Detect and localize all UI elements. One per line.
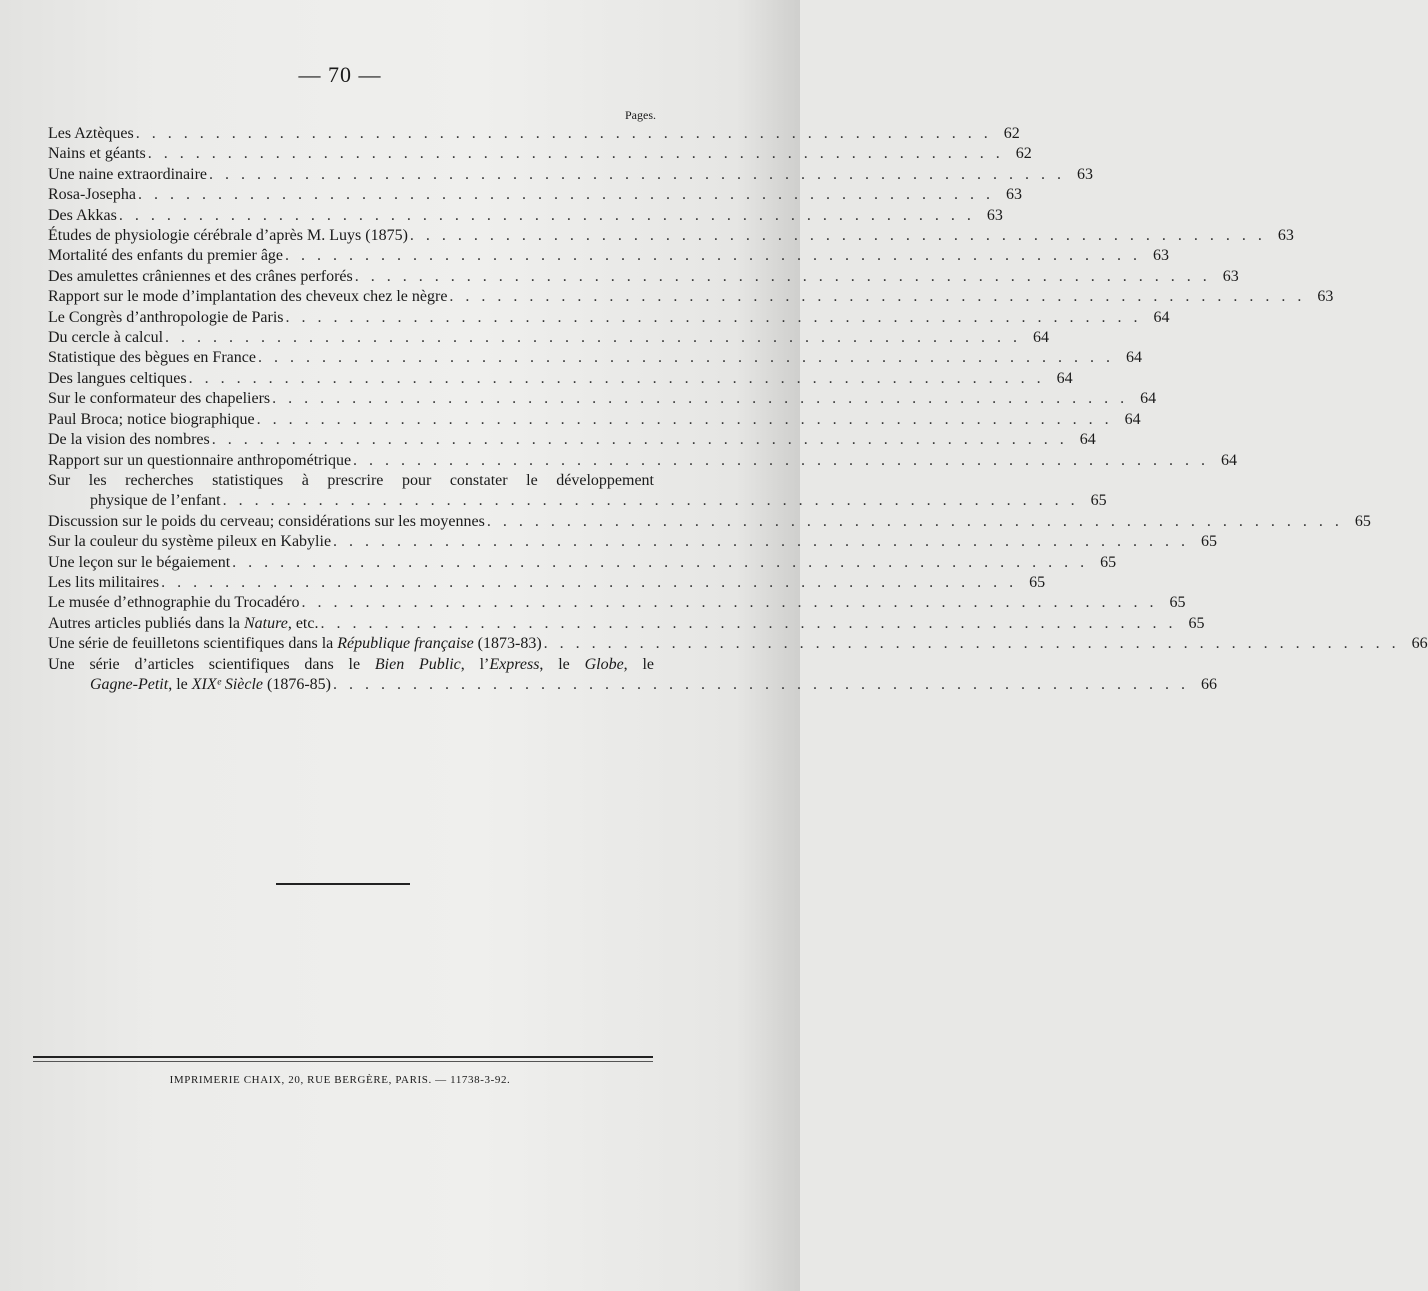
table-of-contents — [48, 124, 1428, 695]
toc-entry-label: De la vision des nombres — [48, 431, 210, 449]
toc-entry-label: Une série de feuilletons scientifiques dans la République française (1873-83) — [48, 635, 542, 653]
footer-rule-thin — [33, 1061, 653, 1062]
toc-entry-page: 63 — [1153, 247, 1170, 265]
toc-entry-page: 63 — [1077, 165, 1094, 183]
toc-entry — [48, 144, 1032, 164]
toc-entry-page: 64 — [1125, 349, 1142, 367]
toc-entry-label: Autres articles publiés dans la Nature, etc. — [48, 614, 319, 632]
toc-entry-page: 64 — [1079, 431, 1096, 449]
toc-entry — [48, 593, 1186, 613]
toc-entry-label: Paul Broca; notice biographique — [48, 410, 255, 428]
toc-entry-page: 64 — [1221, 451, 1238, 469]
toc-entry-label: Rapport sur le mode d’implantation des cheveux chez le nègre — [48, 288, 448, 306]
toc-entry-label: Des langues celtiques — [48, 369, 187, 387]
leader-dots: . . . . . . . . . . . . . . . . . . . . . . . . . . . . . . . . . . . . . . . . . . . . . . . . . . . . . . — [333, 533, 1190, 551]
leader-dots: . . . . . . . . . . . . . . . . . . . . . . . . . . . . . . . . . . . . . . . . . . . . . . . . . . . . . . — [486, 512, 1343, 530]
leader-dots: . . . . . . . . . . . . . . . . . . . . . . . . . . . . . . . . . . . . . . . . . . . . . . . . . . . . . . — [147, 145, 1004, 163]
toc-entry-page: 65 — [1029, 573, 1046, 591]
toc-entry-page: 63 — [1222, 267, 1239, 285]
leader-dots: . . . . . . . . . . . . . . . . . . . . . . . . . . . . . . . . . . . . . . . . . . . . . . . . . . . . . . — [354, 267, 1211, 285]
section-divider — [276, 883, 410, 885]
toc-entry — [48, 430, 1096, 450]
toc-entry-page: 63 — [1277, 227, 1294, 245]
leader-dots: . . . . . . . . . . . . . . . . . . . . . . . . . . . . . . . . . . . . . . . . . . . . . . . . . . . . . . — [118, 206, 975, 224]
toc-entry — [48, 328, 1050, 348]
leader-dots: . . . . . . . . . . . . . . . . . . . . . . . . . . . . . . . . . . . . . . . . . . . . . . . . . . . . . . — [256, 410, 1113, 428]
toc-entry — [48, 348, 1142, 368]
toc-entry — [48, 471, 1107, 512]
toc-entry-label-continuation: physique de l’enfant — [90, 492, 221, 510]
leader-dots: . . . . . . . . . . . . . . . . . . . . . . . . . . . . . . . . . . . . . . . . . . . . . . . . . . . . . . — [353, 451, 1210, 469]
toc-entry-page: 62 — [1015, 145, 1032, 163]
toc-entry — [48, 655, 1217, 696]
toc-entry-label-continuation: Gagne-Petit, le XIXᵉ Siècle (1876-85) — [90, 675, 331, 693]
toc-entry-page: 64 — [1153, 308, 1170, 326]
toc-entry — [48, 124, 1020, 144]
toc-entry-label: Rapport sur un questionnaire anthropométrique — [48, 451, 352, 469]
footer-rule — [33, 1056, 653, 1058]
toc-entry — [48, 287, 1334, 307]
toc-entry — [48, 185, 1022, 205]
leader-dots: . . . . . . . . . . . . . . . . . . . . . . . . . . . . . . . . . . . . . . . . . . . . . . . . . . . . . . — [161, 573, 1018, 591]
toc-entry — [48, 267, 1239, 287]
leader-dots: . . . . . . . . . . . . . . . . . . . . . . . . . . . . . . . . . . . . . . . . . . . . . . . . . . . . . . — [135, 125, 992, 142]
leader-dots: . . . . . . . . . . . . . . . . . . . . . . . . . . . . . . . . . . . . . . . . . . . . . . . . . . . . . . — [137, 186, 994, 204]
toc-entry — [48, 512, 1371, 532]
leader-dots: . . . . . . . . . . . . . . . . . . . . . . . . . . . . . . . . . . . . . . . . . . . . . . . . . . . . . . — [285, 308, 1142, 326]
toc-entry-page: 65 — [1188, 614, 1205, 632]
leader-dots: . . . . . . . . . . . . . . . . . . . . . . . . . . . . . . . . . . . . . . . . . . . . . . . . . . . . . . — [272, 390, 1129, 408]
leader-dots: . . . . . . . . . . . . . . . . . . . . . . . . . . . . . . . . . . . . . . . . . . . . . . . . . . . . . . — [257, 349, 1114, 367]
toc-entry — [48, 614, 1205, 634]
leader-dots: . . . . . . . . . . . . . . . . . . . . . . . . . . . . . . . . . . . . . . . . . . . . . . . . . . . . . . — [222, 492, 1079, 510]
leader-dots: . . . . . . . . . . . . . . . . . . . . . . . . . . . . . . . . . . . . . . . . . . . . . . . . . . . . . . — [449, 288, 1306, 306]
toc-entry-label: Mortalité des enfants du premier âge — [48, 247, 284, 265]
toc-entry — [48, 532, 1218, 552]
leader-dots: . . . . . . . . . . . . . . . . . . . . . . . . . . . . . . . . . . . . . . . . . . . . . . . . . . . . . . — [209, 165, 1066, 183]
leader-dots: . . . . . . . . . . . . . . . . . . . . . . . . . . . . . . . . . . . . . . . . . . . . . . . . . . . . . . — [188, 369, 1045, 387]
toc-entry-page: 66 — [1411, 635, 1428, 653]
toc-entry-page: 64 — [1140, 390, 1157, 408]
toc-entry — [48, 389, 1157, 409]
toc-entry — [48, 165, 1094, 185]
toc-entry-page: 65 — [1100, 553, 1117, 571]
printer-imprint: IMPRIMERIE CHAIX, 20, RUE BERGÈRE, PARIS. — 11738-3-92. — [169, 1074, 511, 1086]
toc-entry-label: Discussion sur le poids du cerveau; considérations sur les moyennes — [48, 512, 485, 530]
toc-entry-label: Sur la couleur du système pileux en Kabylie — [48, 533, 332, 551]
toc-entry-page: 63 — [1005, 186, 1022, 204]
leader-dots: . . . . . . . . . . . . . . . . . . . . . . . . . . . . . . . . . . . . . . . . . . . . . . . . . . . . . . — [301, 594, 1158, 612]
toc-entry — [48, 451, 1238, 471]
toc-entry-label: Du cercle à calcul — [48, 329, 164, 347]
toc-entry — [48, 553, 1117, 573]
toc-entry-label: Nains et géants — [48, 145, 146, 163]
toc-entry — [48, 369, 1073, 389]
toc-entry-label: Une naine extraordinaire — [48, 165, 208, 183]
leader-dots: . . . . . . . . . . . . . . . . . . . . . . . . . . . . . . . . . . . . . . . . . . . . . . . . . . . . . . — [232, 553, 1089, 571]
toc-entry-page: 62 — [1003, 125, 1020, 142]
toc-entry-page: 65 — [1090, 492, 1107, 510]
toc-entry-label: Sur le conformateur des chapeliers — [48, 390, 271, 408]
leader-dots: . . . . . . . . . . . . . . . . . . . . . . . . . . . . . . . . . . . . . . . . . . . . . . . . . . . . . . — [333, 675, 1189, 693]
toc-entry — [48, 634, 1428, 654]
leader-dots: . . . . . . . . . . . . . . . . . . . . . . . . . . . . . . . . . . . . . . . . . . . . . . . . . . . . . . — [409, 227, 1266, 245]
toc-entry — [48, 226, 1294, 246]
toc-entry-label: Une leçon sur le bégaiement — [48, 553, 231, 571]
toc-entry-label: Études de physiologie cérébrale d’après M. Luys (1875) — [48, 227, 408, 245]
toc-entry-label: Statistique des bègues en France — [48, 349, 256, 367]
toc-entry-page: 65 — [1201, 533, 1218, 551]
toc-entry-page: 66 — [1201, 675, 1217, 693]
toc-entry-label: Sur les recherches statistiques à prescrire pour constater le développement — [48, 471, 654, 489]
pages-column-label: Pages. — [625, 108, 656, 122]
toc-entry-label: Une série d’articles scientifiques dans le Bien Public, l’Express, le Globe, le — [48, 655, 655, 673]
toc-entry — [48, 246, 1170, 266]
toc-entry-page: 63 — [986, 206, 1003, 224]
toc-entry-label: Le musée d’ethnographie du Trocadéro — [48, 594, 300, 612]
toc-entry-page: 65 — [1354, 512, 1371, 530]
toc-entry — [48, 308, 1170, 328]
leader-dots: . . . . . . . . . . . . . . . . . . . . . . . . . . . . . . . . . . . . . . . . . . . . . . . . . . . . . . — [165, 329, 1022, 347]
leader-dots: . . . . . . . . . . . . . . . . . . . . . . . . . . . . . . . . . . . . . . . . . . . . . . . . . . . . . . — [320, 614, 1177, 632]
toc-entry-page: 63 — [1317, 288, 1334, 306]
toc-entry-label: Le Congrès d’anthropologie de Paris — [48, 308, 284, 326]
toc-entry — [48, 206, 1003, 226]
toc-entry-page: 64 — [1124, 410, 1141, 428]
toc-entry-page: 64 — [1056, 369, 1073, 387]
leader-dots: . . . . . . . . . . . . . . . . . . . . . . . . . . . . . . . . . . . . . . . . . . . . . . . . . . . . . . — [285, 247, 1142, 265]
toc-entry — [48, 410, 1141, 430]
toc-entry-label: Des Akkas — [48, 206, 117, 224]
toc-entry-label: Les lits militaires — [48, 573, 160, 591]
toc-entry-label: Des amulettes crâniennes et des crânes perforés — [48, 267, 353, 285]
page-number: — 70 — — [298, 62, 382, 87]
toc-entry-page: 65 — [1169, 594, 1186, 612]
leader-dots: . . . . . . . . . . . . . . . . . . . . . . . . . . . . . . . . . . . . . . . . . . . . . . . . . . . . . . — [543, 635, 1400, 653]
toc-entry — [48, 573, 1046, 593]
toc-entry-page: 64 — [1033, 329, 1050, 347]
toc-entry-label: Les Aztèques — [48, 125, 134, 142]
toc-entry-label: Rosa-Josepha — [48, 186, 136, 204]
leader-dots: . . . . . . . . . . . . . . . . . . . . . . . . . . . . . . . . . . . . . . . . . . . . . . . . . . . . . . — [211, 431, 1068, 449]
